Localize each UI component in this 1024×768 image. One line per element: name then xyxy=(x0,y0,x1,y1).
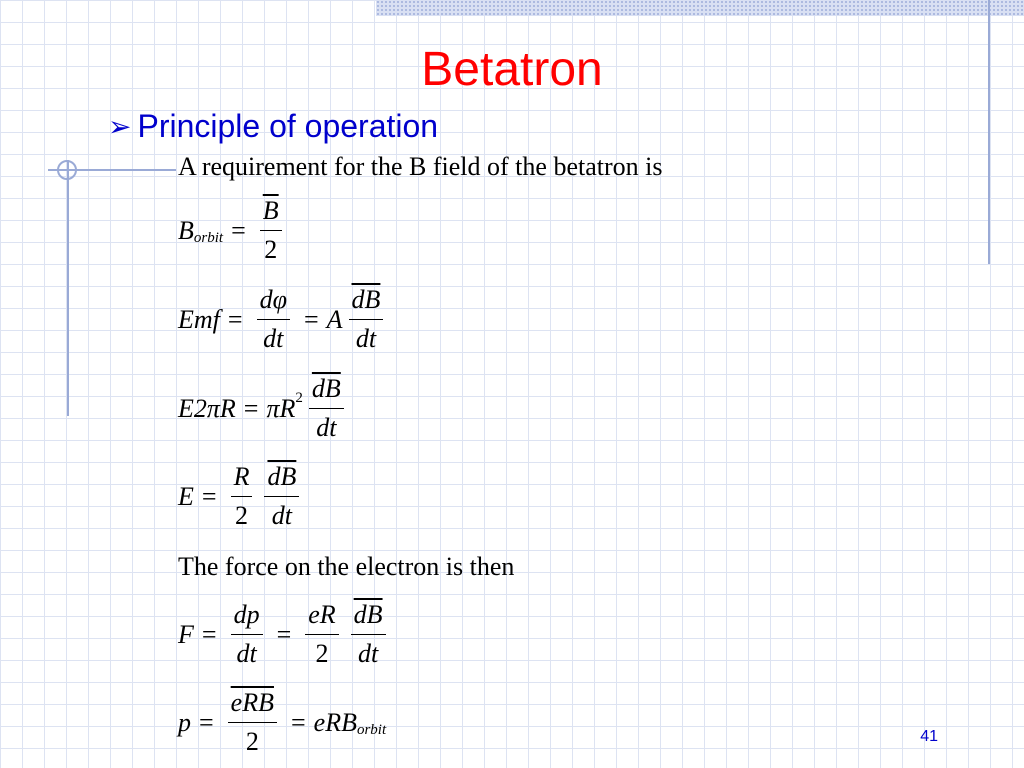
equals-sign: = xyxy=(227,304,243,334)
equation-b-orbit xyxy=(178,196,288,265)
eq5-fraction-2 xyxy=(305,600,338,669)
eq2-numerator-1: dφ xyxy=(257,285,290,320)
equation-momentum xyxy=(178,688,386,757)
eq5-denominator-3: dt xyxy=(357,639,379,668)
eq3-denominator: dt xyxy=(316,413,337,442)
eq5-denominator-2: 2 xyxy=(315,639,329,668)
eq4-denominator-2: dt xyxy=(271,501,293,530)
bullet-text: Principle of operation xyxy=(137,108,439,144)
eq5-numerator-3: $\overline{dB}$ xyxy=(351,600,386,635)
top-decorative-band xyxy=(376,0,1024,16)
equation-e2pir xyxy=(178,374,350,443)
eq6-rhs: eRB xyxy=(313,707,357,737)
eq6-denominator: 2 xyxy=(245,727,259,756)
equals-sign: = xyxy=(243,393,259,423)
eq2-denominator-2: dt xyxy=(355,324,377,353)
eq2-fraction-2 xyxy=(349,285,384,354)
equals-sign: = xyxy=(303,304,319,334)
eq1-numerator: $\overline{B}$ xyxy=(260,196,282,231)
eq1-denominator: 2 xyxy=(264,235,278,264)
eq1-fraction xyxy=(260,196,282,265)
intro-text: A requirement for the B field of the betatron is xyxy=(178,152,663,181)
equals-sign: = xyxy=(231,215,246,245)
right-vertical-rule xyxy=(988,0,990,264)
eq3-fraction xyxy=(309,374,344,443)
eq2-coefficient: A xyxy=(326,304,343,334)
eq4-numerator-2: $\overline{dB}$ xyxy=(264,462,299,497)
left-vertical-rule xyxy=(67,160,69,416)
eq5-lhs: F xyxy=(178,619,194,649)
equals-sign: = xyxy=(201,619,217,649)
eq3-superscript: 2 xyxy=(295,390,303,406)
eq6-fraction xyxy=(228,688,277,757)
eq3-rhs: πR xyxy=(266,393,296,423)
equals-sign: = xyxy=(290,707,306,737)
equals-sign: = xyxy=(276,619,292,649)
eq5-numerator-2: eR xyxy=(305,600,338,635)
equals-sign: = xyxy=(199,707,214,737)
eq5-numerator-1: dp xyxy=(231,600,263,635)
eq4-lhs: E xyxy=(178,481,194,511)
eq4-fraction-1 xyxy=(231,462,253,531)
eq6-rhs-subscript: orbit xyxy=(356,722,387,738)
equation-e xyxy=(178,462,305,531)
bullet-heading xyxy=(108,108,438,145)
eq2-fraction-1 xyxy=(257,285,290,354)
eq5-fraction-3 xyxy=(351,600,386,669)
eq4-numerator-1: R xyxy=(231,462,253,497)
eq3-lhs: E2πR xyxy=(178,393,236,423)
eq4-fraction-2 xyxy=(264,462,299,531)
eq2-denominator-1: dt xyxy=(263,324,284,353)
slide-title: Betatron xyxy=(421,43,603,96)
eq4-denominator-1: 2 xyxy=(235,501,248,530)
eq5-fraction-1 xyxy=(231,600,263,669)
eq6-lhs: p xyxy=(178,707,191,737)
eq3-numerator: $\overline{dB}$ xyxy=(309,374,344,409)
corner-circle-decoration xyxy=(57,160,77,180)
force-text: The force on the electron is then xyxy=(178,552,515,581)
eq6-numerator xyxy=(228,688,277,723)
eq5-denominator-1: dt xyxy=(236,639,257,668)
eq1-lhs: B xyxy=(178,215,194,245)
arrow-bullet-icon: ➢ xyxy=(108,111,132,142)
eq6-numerator-text: $\overline{eRB}$ xyxy=(230,688,274,717)
eq2-lhs: Emf xyxy=(178,304,220,334)
equals-sign: = xyxy=(201,481,217,511)
page-number: 41 xyxy=(920,728,938,745)
eq2-numerator-2: $\overline{dB}$ xyxy=(349,285,384,320)
eq1-lhs-subscript: orbit xyxy=(193,230,224,246)
equation-force xyxy=(178,600,392,669)
equation-emf xyxy=(178,285,389,354)
